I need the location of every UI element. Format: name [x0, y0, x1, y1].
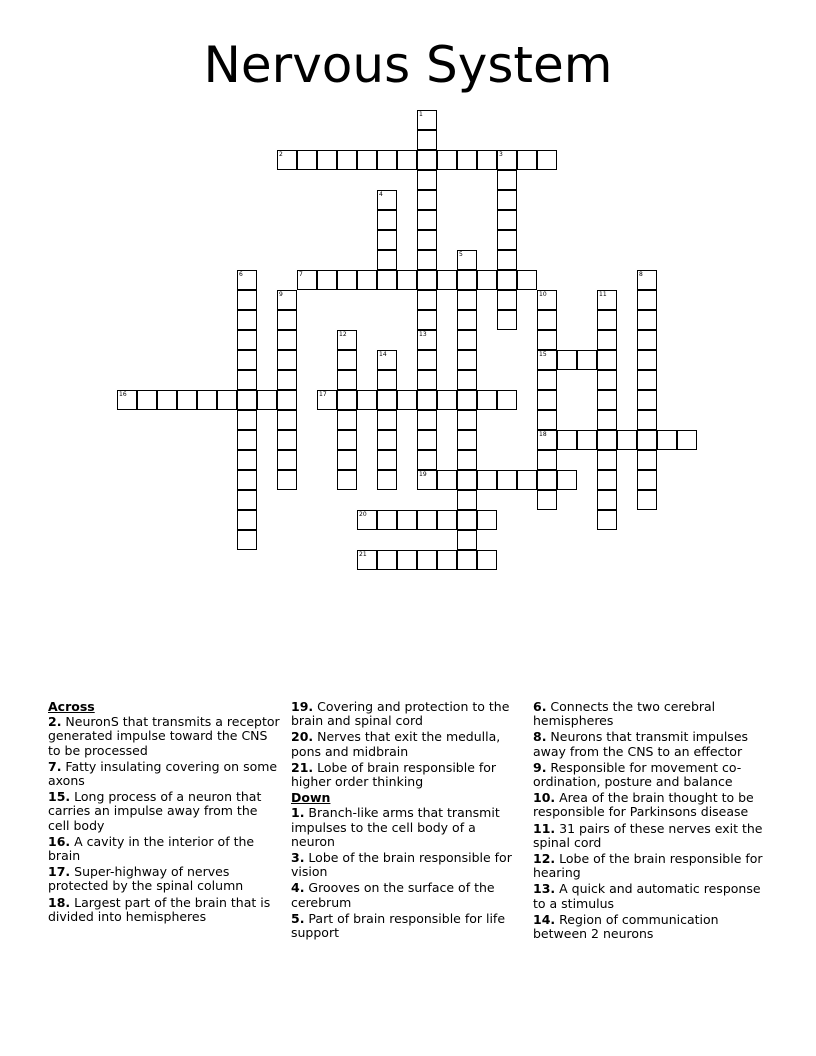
grid-cell[interactable]	[537, 370, 557, 390]
cell-number: 15	[539, 351, 547, 358]
grid-cell[interactable]	[597, 310, 617, 330]
grid-cell[interactable]	[417, 410, 437, 430]
grid-cell[interactable]	[397, 510, 417, 530]
grid-cell[interactable]	[277, 310, 297, 330]
grid-cell[interactable]	[577, 350, 597, 370]
grid-cell[interactable]	[377, 270, 397, 290]
grid-cell[interactable]	[457, 310, 477, 330]
grid-cell[interactable]	[597, 290, 617, 310]
grid-cell[interactable]	[417, 310, 437, 330]
clue-item	[533, 882, 765, 910]
grid-cell[interactable]	[457, 530, 477, 550]
grid-cell[interactable]	[537, 450, 557, 470]
cell-number: 9	[279, 291, 283, 298]
cell-number: 2	[279, 151, 283, 158]
grid-cell[interactable]	[497, 390, 517, 410]
grid-cell[interactable]	[637, 290, 657, 310]
grid-cell[interactable]	[417, 110, 437, 130]
grid-cell[interactable]	[237, 530, 257, 550]
grid-cell[interactable]	[377, 370, 397, 390]
grid-cell[interactable]	[337, 350, 357, 370]
grid-cell[interactable]	[457, 550, 477, 570]
grid-cell[interactable]	[137, 390, 157, 410]
clues-column-1	[48, 700, 280, 926]
clue-number: 20.	[291, 729, 314, 745]
grid-cell[interactable]	[337, 330, 357, 350]
grid-cell[interactable]	[537, 150, 557, 170]
grid-cell[interactable]	[617, 430, 637, 450]
grid-cell[interactable]	[497, 290, 517, 310]
clue-item	[48, 760, 280, 788]
grid-cell[interactable]	[537, 350, 557, 370]
clue-text: Connects the two cerebral hemispheres	[533, 699, 716, 729]
clue-number: 12.	[533, 851, 556, 867]
grid-cell[interactable]	[237, 430, 257, 450]
grid-cell[interactable]	[417, 150, 437, 170]
clue-text: Region of communication between 2 neurons	[533, 911, 719, 942]
grid-cell[interactable]	[277, 370, 297, 390]
grid-cell[interactable]	[437, 510, 457, 530]
grid-cell[interactable]	[377, 230, 397, 250]
grid-cell[interactable]	[417, 510, 437, 530]
grid-cell[interactable]	[477, 470, 497, 490]
grid-cell[interactable]	[637, 410, 657, 430]
grid-cell[interactable]	[337, 270, 357, 290]
grid-cell[interactable]	[497, 170, 517, 190]
cell-number: 5	[459, 251, 463, 258]
clue-number: 5.	[291, 910, 305, 926]
clue-number: 6.	[533, 699, 547, 714]
cell-number: 17	[319, 391, 327, 398]
grid-cell[interactable]	[317, 150, 337, 170]
grid-cell[interactable]	[557, 350, 577, 370]
grid-cell[interactable]	[457, 390, 477, 410]
grid-cell[interactable]	[417, 550, 437, 570]
grid-cell[interactable]	[417, 390, 437, 410]
grid-cell[interactable]	[497, 310, 517, 330]
grid-cell[interactable]	[597, 350, 617, 370]
grid-cell[interactable]	[477, 510, 497, 530]
grid-cell[interactable]	[457, 250, 477, 270]
grid-cell[interactable]	[237, 370, 257, 390]
cell-number: 11	[599, 291, 607, 298]
clue-item	[533, 913, 765, 941]
grid-cell[interactable]	[277, 150, 297, 170]
grid-cell[interactable]	[517, 470, 537, 490]
grid-cell[interactable]	[637, 490, 657, 510]
grid-cell[interactable]	[597, 390, 617, 410]
grid-cell[interactable]	[597, 430, 617, 450]
clue-item	[48, 835, 280, 863]
grid-cell[interactable]	[417, 170, 437, 190]
clue-text: Covering and protection to the brain and spinal cord	[291, 699, 510, 729]
grid-cell[interactable]	[637, 270, 657, 290]
clue-number: 4.	[291, 880, 305, 896]
cell-number: 4	[379, 191, 383, 198]
grid-cell[interactable]	[637, 470, 657, 490]
grid-cell[interactable]	[317, 270, 337, 290]
cell-number: 3	[499, 151, 503, 158]
grid-cell[interactable]	[597, 330, 617, 350]
clue-item	[291, 881, 523, 909]
grid-cell[interactable]	[457, 510, 477, 530]
grid-cell[interactable]	[437, 390, 457, 410]
clue-number: 11.	[533, 820, 556, 836]
clue-item	[533, 791, 765, 819]
grid-cell[interactable]	[457, 270, 477, 290]
clue-item	[533, 761, 765, 789]
grid-cell[interactable]	[297, 270, 317, 290]
grid-cell[interactable]	[337, 430, 357, 450]
grid-cell[interactable]	[417, 210, 437, 230]
clue-text: NeuronS that transmits a receptor generated impulse toward the CNS to be processed	[48, 714, 280, 758]
grid-cell[interactable]	[277, 330, 297, 350]
grid-cell[interactable]	[637, 450, 657, 470]
cell-number: 1	[419, 111, 423, 118]
grid-cell[interactable]	[517, 270, 537, 290]
grid-cell[interactable]	[357, 150, 377, 170]
grid-cell[interactable]	[237, 290, 257, 310]
grid-cell[interactable]	[657, 430, 677, 450]
clue-number: 17.	[48, 864, 71, 880]
grid-cell[interactable]	[437, 470, 457, 490]
grid-cell[interactable]	[457, 370, 477, 390]
grid-cell[interactable]	[397, 150, 417, 170]
clue-text: Nerves that exit the medulla, pons and midbrain	[291, 729, 501, 759]
grid-cell[interactable]	[357, 550, 377, 570]
grid-cell[interactable]	[417, 470, 437, 490]
clue-item	[533, 822, 765, 850]
clue-text: Long process of a neuron that carries an impulse away from the cell body	[48, 789, 262, 833]
grid-cell[interactable]	[417, 430, 437, 450]
clue-number: 8.	[533, 729, 547, 745]
grid-cell[interactable]	[377, 350, 397, 370]
grid-cell[interactable]	[417, 130, 437, 150]
grid-cell[interactable]	[577, 430, 597, 450]
grid-cell[interactable]	[317, 390, 337, 410]
grid-cell[interactable]	[237, 390, 257, 410]
grid-cell[interactable]	[237, 270, 257, 290]
clue-text: A cavity in the interior of the brain	[48, 833, 255, 864]
clue-text: Largest part of the brain that is divided into hemispheres	[48, 894, 271, 924]
page-title: Nervous System	[203, 36, 613, 94]
clue-text: 31 pairs of these nerves exit the spinal cord	[533, 820, 763, 850]
cell-number: 13	[419, 331, 427, 338]
clue-item	[533, 730, 765, 758]
grid-cell[interactable]	[477, 550, 497, 570]
grid-cell[interactable]	[377, 410, 397, 430]
grid-cell[interactable]	[337, 410, 357, 430]
grid-cell[interactable]	[377, 390, 397, 410]
grid-cell[interactable]	[357, 270, 377, 290]
grid-cell[interactable]	[277, 390, 297, 410]
grid-cell[interactable]	[377, 150, 397, 170]
grid-cell[interactable]	[337, 370, 357, 390]
grid-cell[interactable]	[357, 510, 377, 530]
clue-item	[48, 896, 280, 924]
clue-text: Area of the brain thought to be responsible for Parkinsons disease	[533, 790, 754, 820]
clue-item	[291, 912, 523, 940]
clue-number: 21.	[291, 759, 314, 775]
grid-cell[interactable]	[497, 150, 517, 170]
grid-cell[interactable]	[637, 350, 657, 370]
grid-cell[interactable]	[637, 330, 657, 350]
clue-text: Responsible for movement co-ordination, posture and balance	[533, 759, 742, 790]
clues-column-3	[533, 700, 765, 943]
grid-cell[interactable]	[597, 370, 617, 390]
grid-cell[interactable]	[377, 190, 397, 210]
clue-text: Grooves on the surface of the cerebrum	[291, 880, 495, 910]
clue-text: A quick and automatic response to a stimulus	[533, 881, 761, 911]
grid-cell[interactable]	[457, 350, 477, 370]
grid-cell[interactable]	[497, 250, 517, 270]
grid-cell[interactable]	[517, 150, 537, 170]
grid-cell[interactable]	[277, 450, 297, 470]
grid-cell[interactable]	[457, 330, 477, 350]
clue-number: 2.	[48, 714, 62, 730]
grid-cell[interactable]	[177, 390, 197, 410]
grid-cell[interactable]	[437, 550, 457, 570]
grid-cell[interactable]	[377, 250, 397, 270]
grid-cell[interactable]	[457, 290, 477, 310]
cell-number: 7	[299, 271, 303, 278]
grid-cell[interactable]	[497, 230, 517, 250]
grid-cell[interactable]	[537, 310, 557, 330]
across-heading: Across	[48, 699, 95, 714]
clue-item	[291, 851, 523, 879]
grid-cell[interactable]	[237, 350, 257, 370]
clue-number: 3.	[291, 850, 305, 866]
grid-cell[interactable]	[437, 270, 457, 290]
grid-cell[interactable]	[677, 430, 697, 450]
grid-cell[interactable]	[537, 330, 557, 350]
clue-item	[291, 730, 523, 758]
grid-cell[interactable]	[377, 470, 397, 490]
grid-cell[interactable]	[377, 510, 397, 530]
clue-item	[533, 852, 765, 880]
grid-cell[interactable]	[537, 470, 557, 490]
grid-cell[interactable]	[597, 410, 617, 430]
grid-cell[interactable]	[337, 390, 357, 410]
down-heading: Down	[291, 790, 331, 806]
cell-number: 19	[419, 471, 427, 478]
grid-cell[interactable]	[237, 510, 257, 530]
clue-text: Branch-like arms that transmit impulses to the cell body of a neuron	[291, 805, 500, 849]
grid-cell[interactable]	[397, 390, 417, 410]
clue-text: Super-highway of nerves protected by the spinal column	[48, 864, 244, 894]
grid-cell[interactable]	[277, 350, 297, 370]
grid-cell[interactable]	[237, 410, 257, 430]
grid-cell[interactable]	[457, 450, 477, 470]
grid-cell[interactable]	[377, 430, 397, 450]
grid-cell[interactable]	[377, 550, 397, 570]
grid-cell[interactable]	[417, 330, 437, 350]
clue-item	[48, 790, 280, 833]
grid-cell[interactable]	[497, 210, 517, 230]
grid-cell[interactable]	[377, 210, 397, 230]
grid-cell[interactable]	[417, 190, 437, 210]
grid-cell[interactable]	[457, 410, 477, 430]
grid-cell[interactable]	[537, 430, 557, 450]
cell-number: 18	[539, 431, 547, 438]
grid-cell[interactable]	[497, 470, 517, 490]
grid-cell[interactable]	[637, 390, 657, 410]
grid-cell[interactable]	[557, 430, 577, 450]
grid-cell[interactable]	[637, 310, 657, 330]
clue-item	[291, 700, 523, 728]
cell-number: 20	[359, 511, 367, 518]
grid-cell[interactable]	[397, 550, 417, 570]
grid-cell[interactable]	[597, 490, 617, 510]
clue-text: Lobe of the brain responsible for vision	[291, 850, 512, 880]
clue-text: Neurons that transmit impulses away from the CNS to an effector	[533, 729, 749, 759]
grid-cell[interactable]	[537, 410, 557, 430]
grid-cell[interactable]	[477, 150, 497, 170]
clue-number: 10.	[533, 790, 556, 806]
clue-item	[291, 761, 523, 789]
grid-cell[interactable]	[637, 430, 657, 450]
clue-number: 13.	[533, 881, 556, 897]
grid-cell[interactable]	[497, 270, 517, 290]
grid-cell[interactable]	[277, 470, 297, 490]
cell-number: 6	[239, 271, 243, 278]
grid-cell[interactable]	[417, 230, 437, 250]
grid-cell[interactable]	[277, 290, 297, 310]
cell-number: 16	[119, 391, 127, 398]
clue-item	[533, 700, 765, 728]
cell-number: 8	[639, 271, 643, 278]
grid-cell[interactable]	[237, 310, 257, 330]
clue-item	[291, 806, 523, 849]
clues-column-2	[291, 700, 523, 942]
grid-cell[interactable]	[477, 270, 497, 290]
grid-cell[interactable]	[457, 490, 477, 510]
grid-cell[interactable]	[237, 450, 257, 470]
clue-text: Lobe of brain responsible for higher order thinking	[291, 759, 497, 790]
clue-number: 14.	[533, 911, 556, 927]
clue-number: 16.	[48, 833, 71, 849]
grid-cell[interactable]	[597, 470, 617, 490]
clue-number: 18.	[48, 894, 71, 910]
grid-cell[interactable]	[417, 370, 437, 390]
grid-cell[interactable]	[337, 470, 357, 490]
grid-cell[interactable]	[457, 430, 477, 450]
grid-cell[interactable]	[217, 390, 237, 410]
grid-cell[interactable]	[237, 490, 257, 510]
grid-cell[interactable]	[357, 390, 377, 410]
clue-item	[48, 865, 280, 893]
cell-number: 21	[359, 551, 367, 558]
grid-cell[interactable]	[337, 450, 357, 470]
grid-cell[interactable]	[537, 490, 557, 510]
grid-cell[interactable]	[277, 410, 297, 430]
grid-cell[interactable]	[537, 290, 557, 310]
clue-number: 9.	[533, 759, 547, 775]
grid-cell[interactable]	[417, 450, 437, 470]
grid-cell[interactable]	[197, 390, 217, 410]
grid-cell[interactable]	[417, 250, 437, 270]
clue-text: Part of brain responsible for life support	[291, 910, 506, 941]
grid-cell[interactable]	[117, 390, 137, 410]
grid-cell[interactable]	[277, 430, 297, 450]
cell-number: 12	[339, 331, 347, 338]
grid-cell[interactable]	[417, 270, 437, 290]
grid-cell[interactable]	[457, 150, 477, 170]
grid-cell[interactable]	[537, 390, 557, 410]
grid-cell[interactable]	[417, 350, 437, 370]
grid-cell[interactable]	[237, 470, 257, 490]
grid-cell[interactable]	[597, 510, 617, 530]
grid-cell[interactable]	[557, 470, 577, 490]
grid-cell[interactable]	[297, 150, 317, 170]
clue-number: 7.	[48, 758, 62, 774]
grid-cell[interactable]	[397, 270, 417, 290]
clue-text: Lobe of the brain responsible for hearing	[533, 851, 763, 881]
grid-cell[interactable]	[337, 150, 357, 170]
grid-cell[interactable]	[377, 450, 397, 470]
grid-cell[interactable]	[477, 390, 497, 410]
grid-cell[interactable]	[257, 390, 277, 410]
cell-number: 14	[379, 351, 387, 358]
grid-cell[interactable]	[457, 470, 477, 490]
grid-cell[interactable]	[157, 390, 177, 410]
grid-cell[interactable]	[497, 190, 517, 210]
clue-number: 1.	[291, 805, 305, 821]
grid-cell[interactable]	[417, 290, 437, 310]
grid-cell[interactable]	[237, 330, 257, 350]
grid-cell[interactable]	[597, 450, 617, 470]
clue-number: 19.	[291, 699, 314, 714]
grid-cell[interactable]	[437, 150, 457, 170]
cell-number: 10	[539, 291, 547, 298]
clue-item	[48, 715, 280, 758]
grid-cell[interactable]	[637, 370, 657, 390]
clue-number: 15.	[48, 789, 71, 805]
clue-text: Fatty insulating covering on some axons	[48, 758, 278, 789]
